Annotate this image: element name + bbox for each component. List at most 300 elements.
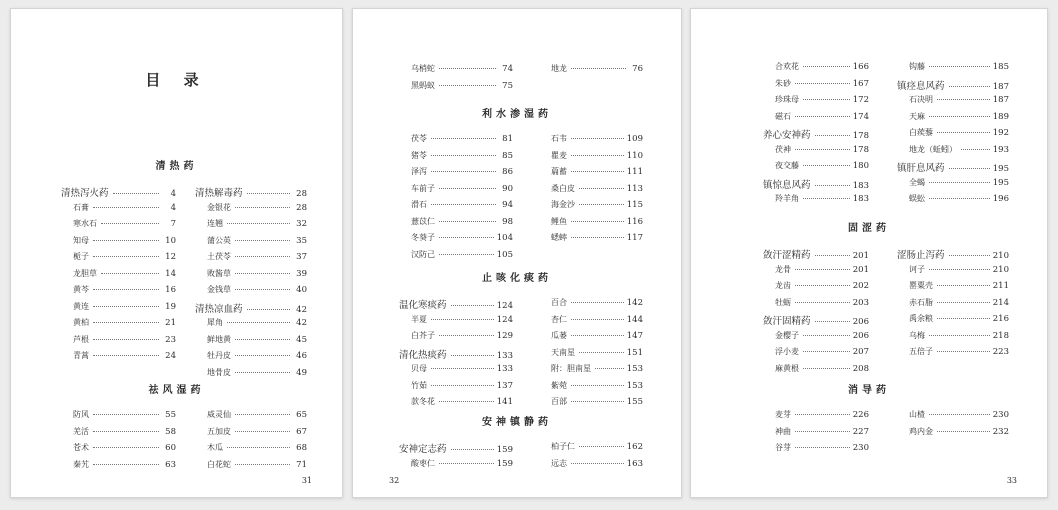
entry-page-number: 60: [165, 443, 176, 453]
entry-page-number: 113: [626, 183, 643, 194]
entry-name: 白花蛇: [207, 459, 231, 469]
dot-leader: [439, 401, 494, 402]
entry-name: 茯神: [775, 144, 791, 154]
entry-name: 青蒿: [73, 351, 89, 360]
entry-name: 镇痉息风药: [897, 80, 945, 92]
entry-name: 石决明: [909, 95, 933, 104]
toc-category-entry[interactable]: [195, 185, 307, 202]
toc-category-entry[interactable]: [195, 301, 307, 318]
entry-page-number: 115: [626, 200, 643, 210]
entry-page-number: 195: [992, 177, 1009, 188]
entry-name: 金钱草: [207, 285, 231, 294]
toc-entry[interactable]: [195, 442, 307, 459]
entry-name: 贝母: [411, 364, 427, 373]
toc-entry[interactable]: [539, 150, 643, 167]
toc-entry[interactable]: [61, 284, 176, 301]
dot-leader: [803, 66, 850, 67]
dot-leader: [451, 355, 494, 356]
dot-leader: [93, 240, 159, 241]
section-heading: 固涩药: [848, 223, 890, 234]
dot-leader: [571, 138, 624, 139]
entry-page-number: 192: [992, 128, 1009, 138]
dot-leader: [795, 285, 850, 286]
entry-name: 麻黄根: [775, 363, 799, 373]
entry-name: 合欢花: [775, 62, 799, 71]
entry-name: 敛汗涩精药: [763, 250, 811, 261]
entry-name: 钩藤: [909, 62, 925, 71]
entry-name: 犀角: [207, 318, 223, 327]
entry-name: 款冬花: [411, 397, 435, 406]
toc-entry[interactable]: [539, 63, 643, 80]
entry-name: 禹余粮: [909, 314, 933, 323]
toc-entry[interactable]: [399, 166, 513, 183]
toc-entry[interactable]: [399, 363, 513, 380]
entry-page-number: 137: [496, 380, 513, 391]
toc-entry[interactable]: [399, 380, 513, 397]
toc-category-entry[interactable]: [763, 313, 869, 330]
toc-entry[interactable]: [195, 317, 307, 334]
dot-leader: [235, 355, 290, 356]
entry-page-number: 40: [296, 285, 307, 295]
dot-leader: [579, 188, 624, 189]
entry-page-number: 7: [170, 219, 176, 229]
dot-leader: [93, 431, 159, 432]
entry-name: 黄芩: [73, 285, 89, 294]
toc-entry[interactable]: [61, 301, 176, 318]
toc-column-right: [195, 409, 307, 475]
entry-name: 芦根: [73, 334, 89, 344]
entry-page-number: 196: [992, 194, 1009, 204]
entry-name: 罂粟壳: [909, 281, 933, 290]
toc-category-entry[interactable]: [399, 297, 513, 314]
entry-page-number: 187: [992, 81, 1009, 92]
toc-entry[interactable]: [539, 330, 643, 347]
dot-leader: [795, 414, 850, 415]
toc-entry[interactable]: [897, 111, 1009, 128]
entry-page-number: 223: [992, 347, 1009, 357]
toc-entry[interactable]: [61, 409, 176, 426]
entry-name: 瓜蒌: [551, 331, 567, 340]
entry-name: 竹茹: [411, 380, 427, 390]
toc-entry[interactable]: [763, 193, 869, 210]
dot-leader: [235, 273, 290, 274]
toc-entry[interactable]: [539, 380, 643, 397]
entry-page-number: 201: [852, 264, 869, 275]
toc-entry[interactable]: [399, 183, 513, 200]
toc-entry[interactable]: [399, 458, 513, 475]
toc-entry[interactable]: [61, 334, 176, 351]
entry-name: 寒水石: [73, 219, 97, 228]
entry-page-number: 159: [496, 445, 513, 455]
entry-name: 百部: [551, 397, 567, 406]
entry-page-number: 174: [852, 111, 869, 122]
entry-name: 清热凉血药: [195, 303, 243, 315]
entry-name: 全蝎: [909, 177, 925, 187]
toc-entry[interactable]: [195, 459, 307, 476]
dot-leader: [929, 198, 990, 199]
entry-name: 镇惊息风药: [763, 179, 811, 191]
dot-leader: [431, 155, 496, 156]
toc-entry[interactable]: [399, 330, 513, 347]
toc-entry[interactable]: [763, 280, 869, 297]
toc-entry[interactable]: [763, 409, 869, 426]
toc-entry[interactable]: [763, 264, 869, 281]
dot-leader: [451, 305, 494, 306]
dot-leader: [227, 322, 290, 323]
dot-leader: [815, 135, 850, 136]
dot-leader: [929, 182, 990, 183]
toc-entry[interactable]: [539, 314, 643, 331]
entry-page-number: 153: [626, 364, 643, 374]
entry-page-number: 178: [852, 144, 869, 155]
dot-leader: [961, 149, 990, 150]
toc-entry[interactable]: [897, 61, 1009, 78]
entry-page-number: 129: [496, 331, 513, 341]
toc-category-entry[interactable]: [763, 127, 869, 144]
entry-name: 威灵仙: [207, 410, 231, 419]
entry-page-number: 58: [165, 426, 176, 437]
entry-name: 远志: [551, 458, 567, 468]
entry-name: 紫菀: [551, 380, 567, 390]
toc-entry[interactable]: [539, 216, 643, 233]
entry-name: 柏子仁: [551, 442, 575, 451]
entry-name: 乌梢蛇: [411, 64, 435, 73]
toc-entry[interactable]: [195, 350, 307, 367]
dot-leader: [93, 322, 159, 323]
dot-leader: [795, 447, 850, 448]
dot-leader: [937, 351, 990, 352]
entry-page-number: 4: [170, 189, 176, 199]
dot-leader: [795, 116, 850, 117]
toc-entry[interactable]: [61, 235, 176, 252]
toc-column-right: [897, 409, 1009, 442]
entry-page-number: 85: [502, 150, 513, 161]
entry-name: 地龙: [551, 64, 567, 73]
entry-page-number: 211: [992, 281, 1009, 291]
toc-column-right: [539, 297, 643, 413]
toc-entry[interactable]: [897, 330, 1009, 347]
dot-leader: [571, 155, 624, 156]
entry-name: 赤石脂: [909, 297, 933, 307]
entry-page-number: 163: [626, 458, 643, 469]
dot-leader: [803, 198, 850, 199]
toc-entry[interactable]: [399, 232, 513, 249]
toc-entry[interactable]: [61, 268, 176, 285]
entry-page-number: 74: [502, 64, 513, 74]
entry-page-number: 210: [992, 251, 1009, 261]
toc-entry[interactable]: [399, 199, 513, 216]
dot-leader: [235, 414, 290, 415]
entry-name: 萹蓄: [551, 167, 567, 176]
entry-name: 冬葵子: [411, 233, 435, 242]
dot-leader: [937, 431, 990, 432]
entry-name: 黄柏: [73, 318, 89, 327]
toc-entry[interactable]: [763, 94, 869, 111]
entry-page-number: 65: [296, 410, 307, 420]
toc-column-left: [763, 247, 869, 379]
dot-leader: [795, 269, 850, 270]
dot-leader: [235, 256, 290, 257]
entry-page-number: 147: [626, 331, 643, 341]
entry-page-number: 227: [852, 426, 869, 437]
entry-name: 海金沙: [551, 200, 575, 209]
toc-entry[interactable]: [897, 409, 1009, 426]
entry-page-number: 19: [165, 301, 176, 312]
toc-category-entry[interactable]: [897, 78, 1009, 95]
entry-name: 桑白皮: [551, 183, 575, 193]
entry-name: 败酱草: [207, 268, 231, 278]
toc-entry[interactable]: [61, 426, 176, 443]
toc-entry[interactable]: [539, 133, 643, 150]
toc-entry[interactable]: [399, 133, 513, 150]
entry-name: 白芥子: [411, 331, 435, 340]
toc-entry[interactable]: [61, 350, 176, 367]
page-number: 31: [301, 476, 312, 485]
dot-leader: [431, 138, 496, 139]
entry-page-number: 193: [992, 144, 1009, 155]
toc-entry[interactable]: [61, 202, 176, 219]
entry-page-number: 153: [626, 380, 643, 391]
entry-page-number: 110: [626, 150, 643, 161]
entry-name: 清化热痰药: [399, 349, 447, 361]
toc-entry[interactable]: [539, 183, 643, 200]
toc-entry[interactable]: [195, 235, 307, 252]
entry-name: 酸枣仁: [411, 458, 435, 468]
toc-category-entry[interactable]: [399, 441, 513, 458]
entry-page-number: 71: [296, 459, 307, 470]
entry-name: 苍术: [73, 443, 89, 452]
section-heading: 安神镇静药: [482, 417, 552, 428]
toc-entry[interactable]: [195, 409, 307, 426]
toc-entry[interactable]: [539, 232, 643, 249]
toc-entry[interactable]: [763, 61, 869, 78]
entry-name: 诃子: [909, 264, 925, 274]
dot-leader: [937, 302, 990, 303]
toc-entry[interactable]: [195, 268, 307, 285]
toc-entry[interactable]: [763, 426, 869, 443]
dot-leader: [795, 302, 850, 303]
entry-name: 蜈蚣: [909, 194, 925, 203]
toc-entry[interactable]: [195, 251, 307, 268]
toc-entry[interactable]: [61, 218, 176, 235]
dot-leader: [431, 385, 494, 386]
entry-page-number: 109: [626, 134, 643, 144]
entry-page-number: 81: [502, 134, 513, 144]
toc-category-entry[interactable]: [897, 160, 1009, 177]
toc-entry[interactable]: [399, 314, 513, 331]
dot-leader: [439, 463, 494, 464]
dot-leader: [227, 447, 290, 448]
entry-page-number: 23: [165, 334, 176, 345]
toc-entry[interactable]: [399, 216, 513, 233]
toc-entry[interactable]: [539, 347, 643, 364]
entry-name: 地龙（蚯蚓）: [909, 144, 957, 154]
toc-entry[interactable]: [61, 459, 176, 476]
section-heading: 祛风湿药: [148, 385, 205, 396]
entry-page-number: 218: [992, 330, 1009, 341]
entry-page-number: 94: [502, 200, 513, 210]
toc-entry[interactable]: [897, 426, 1009, 443]
toc-entry[interactable]: [539, 396, 643, 413]
dot-leader: [235, 207, 290, 208]
entry-page-number: 195: [992, 164, 1009, 174]
toc-column-right: [539, 63, 643, 80]
entry-name: 茯苓: [411, 134, 427, 143]
dot-leader: [571, 463, 624, 464]
dot-leader: [227, 223, 290, 224]
toc-entry[interactable]: [399, 396, 513, 413]
toc-entry[interactable]: [195, 284, 307, 301]
toc-entry[interactable]: [61, 442, 176, 459]
dot-leader: [431, 171, 496, 172]
entry-page-number: 76: [632, 64, 643, 74]
dot-leader: [937, 285, 990, 286]
entry-name: 半夏: [411, 314, 427, 324]
toc-entry[interactable]: [195, 202, 307, 219]
toc-entry[interactable]: [539, 199, 643, 216]
toc-entry[interactable]: [763, 144, 869, 161]
entry-page-number: 90: [502, 183, 513, 194]
entry-page-number: 207: [852, 347, 869, 357]
toc-category-entry[interactable]: [897, 247, 1009, 264]
toc-column-left: [763, 61, 869, 210]
toc-entry[interactable]: [897, 264, 1009, 281]
toc-column-right: [897, 247, 1009, 363]
entry-page-number: 116: [626, 216, 643, 227]
toc-entry[interactable]: [195, 367, 307, 384]
entry-page-number: 183: [852, 180, 869, 191]
toc-entry[interactable]: [539, 297, 643, 314]
toc-category-entry[interactable]: [763, 177, 869, 194]
entry-name: 栀子: [73, 252, 89, 261]
toc-category-entry[interactable]: [399, 347, 513, 364]
entry-page-number: 104: [496, 233, 513, 243]
toc-column-left: [399, 63, 513, 96]
dot-leader: [571, 237, 624, 238]
toc-entry[interactable]: [61, 251, 176, 268]
toc-entry[interactable]: [195, 334, 307, 351]
toc-entry[interactable]: [399, 249, 513, 266]
entry-page-number: 14: [165, 268, 176, 279]
entry-page-number: 111: [626, 167, 643, 177]
entry-name: 鲜地黄: [207, 334, 231, 344]
toc-entry[interactable]: [763, 111, 869, 128]
toc-entry[interactable]: [195, 426, 307, 443]
entry-page-number: 162: [626, 442, 643, 452]
toc-entry[interactable]: [897, 297, 1009, 314]
toc-entry[interactable]: [763, 442, 869, 459]
entry-name: 朱砂: [775, 78, 791, 88]
toc-entry[interactable]: [763, 330, 869, 347]
dot-leader: [937, 132, 990, 133]
toc-entry[interactable]: [897, 193, 1009, 210]
dot-leader: [579, 446, 624, 447]
toc-entry[interactable]: [539, 363, 643, 380]
entry-name: 车前子: [411, 183, 435, 193]
toc-column-left: [763, 409, 869, 459]
toc-entry[interactable]: [897, 127, 1009, 144]
dot-leader: [93, 289, 159, 290]
entry-name: 瞿麦: [551, 150, 567, 160]
toc-entry[interactable]: [897, 94, 1009, 111]
toc-entry[interactable]: [897, 144, 1009, 161]
toc-entry[interactable]: [399, 63, 513, 80]
entry-page-number: 42: [296, 304, 307, 315]
toc-column-left: [399, 297, 513, 413]
entry-page-number: 45: [296, 334, 307, 345]
toc-entry[interactable]: [763, 297, 869, 314]
section-heading: 消导药: [848, 385, 890, 396]
toc-entry[interactable]: [763, 363, 869, 380]
toc-category-entry[interactable]: [61, 185, 176, 202]
entry-name: 泽泻: [411, 167, 427, 176]
dot-leader: [929, 116, 990, 117]
entry-page-number: 124: [496, 301, 513, 311]
dot-leader: [439, 68, 496, 69]
dot-leader: [815, 185, 850, 186]
entry-name: 连翘: [207, 219, 223, 228]
toc-category-entry[interactable]: [763, 247, 869, 264]
toc-column-left: [61, 409, 176, 475]
entry-name: 天麻: [909, 111, 925, 121]
entry-page-number: 141: [496, 397, 513, 407]
entry-name: 敛汗固精药: [763, 316, 811, 327]
entry-name: 汉防己: [411, 249, 435, 259]
toc-entry[interactable]: [897, 280, 1009, 297]
entry-page-number: 133: [496, 364, 513, 374]
toc-entry[interactable]: [763, 160, 869, 177]
entry-name: 天南星: [551, 347, 575, 357]
dot-leader: [93, 306, 159, 307]
dot-leader: [571, 319, 624, 320]
toc-entry[interactable]: [399, 150, 513, 167]
toc-column-right: [897, 61, 1009, 210]
toc-entry[interactable]: [539, 166, 643, 183]
entry-page-number: 185: [992, 62, 1009, 72]
toc-entry[interactable]: [897, 313, 1009, 330]
dot-leader: [815, 321, 850, 322]
dot-leader: [93, 339, 159, 340]
entry-name: 龙胆草: [73, 268, 97, 278]
entry-page-number: 214: [992, 297, 1009, 308]
toc-entry[interactable]: [763, 78, 869, 95]
dot-leader: [795, 149, 850, 150]
entry-page-number: 187: [992, 95, 1009, 105]
dot-leader: [795, 431, 850, 432]
entry-name: 蟋蟀: [551, 233, 567, 242]
dot-leader: [949, 255, 990, 256]
toc-entry[interactable]: [61, 317, 176, 334]
toc-entry[interactable]: [195, 218, 307, 235]
entry-page-number: 151: [626, 347, 643, 358]
toc-entry[interactable]: [539, 441, 643, 458]
entry-name: 知母: [73, 235, 89, 245]
entry-page-number: 4: [170, 202, 176, 213]
toc-entry[interactable]: [897, 177, 1009, 194]
entry-name: 白蒺藜: [909, 128, 933, 137]
entry-page-number: 203: [852, 297, 869, 308]
toc-entry[interactable]: [897, 346, 1009, 363]
entry-page-number: 226: [852, 410, 869, 420]
toc-entry[interactable]: [539, 458, 643, 475]
dot-leader: [431, 204, 496, 205]
dot-leader: [815, 255, 850, 256]
toc-entry[interactable]: [763, 346, 869, 363]
dot-leader: [101, 223, 159, 224]
dot-leader: [235, 372, 290, 373]
entry-page-number: 206: [852, 317, 869, 327]
toc-entry[interactable]: [399, 80, 513, 97]
